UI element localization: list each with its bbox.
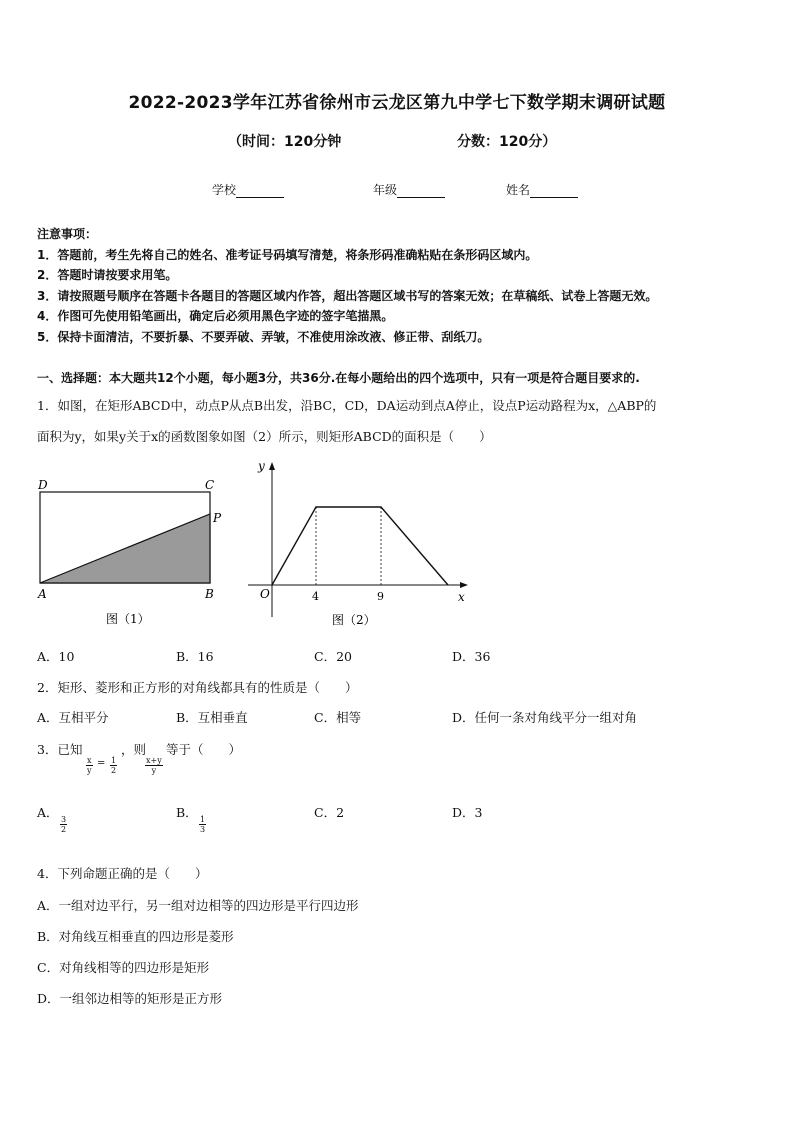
q3-fraction-x-over-y bbox=[86, 756, 93, 775]
note-item: 3．请按照题号顺序在答题卡各题目的答题区域内作答，超出答题区域书写的答案无效；在草稿纸、试卷上答题无效。 bbox=[37, 289, 658, 303]
section-heading: 一、选择题：本大题共12个小题，每小题3分，共36分.在每小题给出的四个选项中，只有一项是符合题目要求的. bbox=[37, 371, 640, 385]
q1-stem-line2: 面积为y，如果y关于x的函数图象如图（2）所示，则矩形ABCD的面积是（ ） bbox=[37, 429, 492, 444]
fraction-denominator: 2 bbox=[61, 825, 67, 834]
q3-option-c[interactable]: C．2 bbox=[314, 805, 345, 820]
label-c: C bbox=[205, 478, 215, 492]
q1-option-d[interactable]: D．36 bbox=[452, 649, 491, 664]
grade-blank bbox=[397, 185, 445, 198]
q4-option-c[interactable]: C．对角线相等的四边形是矩形 bbox=[37, 960, 210, 975]
school-field bbox=[212, 181, 284, 198]
q1-stem-line1: 1．如图，在矩形ABCD中，动点P从点B出发，沿BC，CD，DA运动到点A停止，设点P运动路程为x，△ABP的 bbox=[37, 398, 657, 413]
q4-option-b[interactable]: B．对角线互相垂直的四边形是菱形 bbox=[37, 929, 234, 944]
q3-stem-part1: 3．已知 bbox=[37, 742, 83, 757]
q3-option-a-fraction bbox=[60, 815, 67, 834]
name-field bbox=[506, 181, 578, 198]
x-axis-arrow bbox=[460, 582, 468, 588]
school-label: 学校 bbox=[212, 183, 237, 197]
name-label: 姓名 bbox=[506, 183, 531, 197]
q1-option-c[interactable]: C．20 bbox=[314, 649, 352, 664]
tick-label-9: 9 bbox=[377, 590, 384, 603]
q3-stem-part3: 等于（ ） bbox=[166, 742, 242, 757]
fraction-numerator: 1 bbox=[200, 815, 206, 824]
label-b: B bbox=[205, 587, 214, 601]
fraction-denominator: 2 bbox=[111, 766, 117, 775]
option-letter: B． bbox=[176, 805, 198, 820]
q3-option-b-fraction bbox=[199, 815, 206, 834]
equals-sign: = bbox=[97, 758, 106, 769]
q3-option-a[interactable] bbox=[37, 803, 59, 821]
axis-label-y: y bbox=[258, 459, 265, 473]
q1-figure-2 bbox=[248, 455, 478, 630]
origin-label: O bbox=[260, 587, 270, 601]
tick-label-4: 4 bbox=[312, 590, 319, 603]
q1-option-a[interactable]: A．10 bbox=[37, 649, 75, 664]
option-letter: A． bbox=[37, 805, 59, 820]
function-graph bbox=[272, 507, 448, 585]
q4-option-a[interactable]: A．一组对边平行，另一组对边相等的四边形是平行四边形 bbox=[37, 898, 359, 913]
exam-time: （时间：120分钟 bbox=[228, 134, 342, 150]
fraction-denominator: y bbox=[86, 766, 92, 775]
school-blank bbox=[236, 185, 284, 198]
fraction-numerator: x bbox=[87, 756, 92, 765]
q1-option-b[interactable]: B．16 bbox=[176, 649, 214, 664]
y-axis-arrow bbox=[269, 462, 275, 470]
page-title: 2022-2023学年江苏省徐州市云龙区第九中学七下数学期末调研试题 bbox=[128, 93, 666, 113]
label-p: P bbox=[213, 511, 222, 525]
q2-option-d[interactable]: D．任何一条对角线平分一组对角 bbox=[452, 710, 638, 725]
q4-option-d[interactable]: D．一组邻边相等的矩形是正方形 bbox=[37, 991, 223, 1006]
figure-1-caption: 图（1） bbox=[106, 612, 150, 626]
note-item: 4．作图可先使用铅笔画出，确定后必须用黑色字迹的签字笔描黑。 bbox=[37, 309, 394, 323]
fraction-numerator: 1 bbox=[111, 756, 117, 765]
q2-option-b[interactable]: B．互相垂直 bbox=[176, 710, 248, 725]
exam-score: 分数：120分） bbox=[457, 134, 557, 150]
q4-stem: 4．下列命题正确的是（ ） bbox=[37, 866, 208, 881]
notes-heading: 注意事项： bbox=[37, 227, 98, 241]
fraction-denominator: 3 bbox=[200, 825, 206, 834]
fraction-denominator: y bbox=[151, 766, 157, 775]
q2-stem: 2．矩形、菱形和正方形的对角线都具有的性质是（ ） bbox=[37, 680, 358, 695]
note-item: 2．答题时请按要求用笔。 bbox=[37, 268, 178, 282]
fraction-numerator: 3 bbox=[61, 815, 67, 824]
label-d: D bbox=[38, 478, 48, 492]
axis-label-x: x bbox=[458, 590, 465, 604]
q3-option-d[interactable]: D．3 bbox=[452, 805, 483, 820]
q3-stem-part2: ，则 bbox=[121, 742, 147, 757]
q2-option-a[interactable]: A．互相平分 bbox=[37, 710, 109, 725]
figure-2-caption: 图（2） bbox=[332, 613, 376, 627]
q2-option-c[interactable]: C．相等 bbox=[314, 710, 362, 725]
q3-fraction-xy-over-y bbox=[145, 756, 163, 775]
fraction-numerator: x+y bbox=[146, 756, 162, 765]
label-a: A bbox=[38, 587, 47, 601]
grade-field bbox=[373, 181, 445, 198]
q3-fraction-one-half bbox=[110, 756, 117, 775]
note-item: 5．保持卡面清洁，不要折暴、不要弄破、弄皱，不准使用涂改液、修正带、刮纸刀。 bbox=[37, 330, 490, 344]
q1-figure-1 bbox=[30, 470, 230, 630]
q3-option-b[interactable] bbox=[176, 803, 198, 821]
shaded-triangle-abp bbox=[40, 514, 210, 583]
name-blank bbox=[530, 185, 578, 198]
grade-label: 年级 bbox=[373, 183, 398, 197]
note-item: 1．答题前，考生先将自己的姓名、准考证号码填写清楚，将条形码准确粘贴在条形码区域内。 bbox=[37, 248, 538, 262]
